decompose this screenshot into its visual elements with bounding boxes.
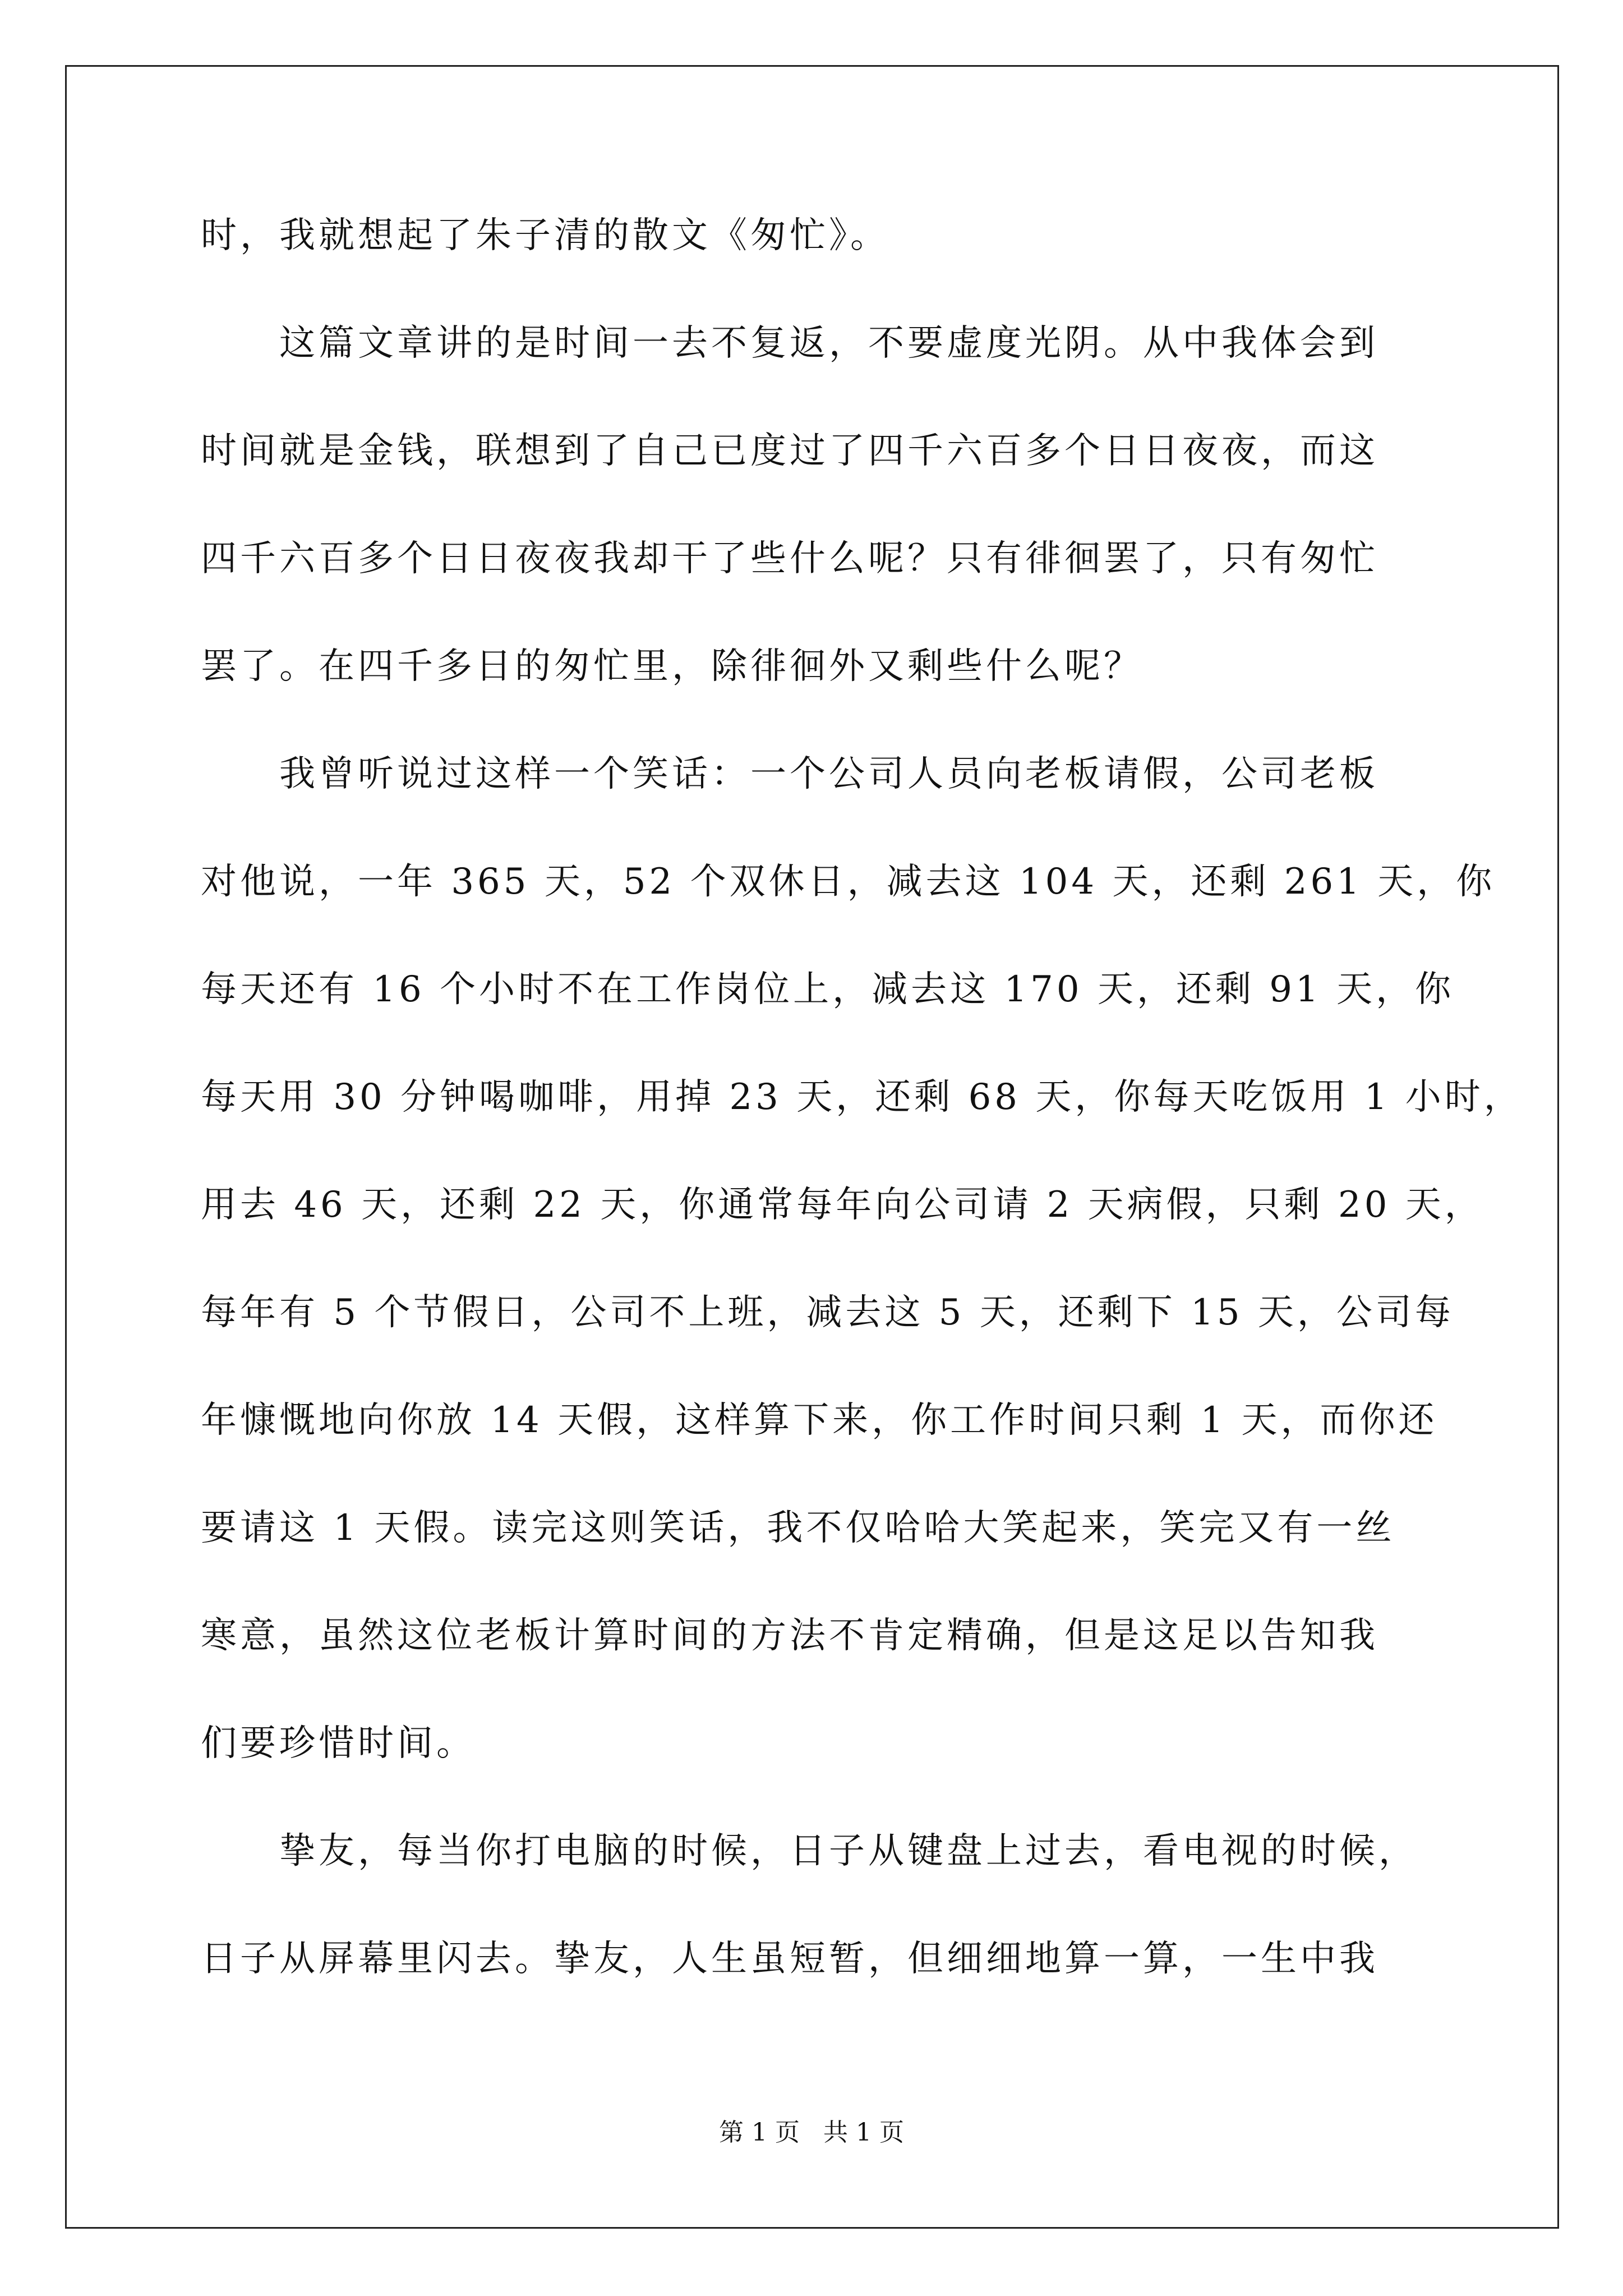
text-line: 四千六百多个日日夜夜我却干了些什么呢？只有徘徊罢了，只有匆忙: [201, 538, 1378, 579]
text-line: 罢了。在四千多日的匆忙里，除徘徊外又剩些什么呢？: [201, 646, 1143, 687]
text-line: 对他说，一年 365 天，52 个双休日，减去这 104 天，还剩 261 天，你: [201, 861, 1496, 903]
text-line: 寒意，虽然这位老板计算时间的方法不肯定精确，但是这足以告知我: [201, 1615, 1378, 1657]
text-line: 们要珍惜时间。: [201, 1723, 476, 1764]
text-line: 用去 46 天，还剩 22 天，你通常每年向公司请 2 天病假，只剩 20 天，: [201, 1184, 1484, 1226]
page-number-current: 第 1 页: [719, 2118, 800, 2147]
text-line: 每年有 5 个节假日，公司不上班，减去这 5 天，还剩下 15 天，公司每: [201, 1292, 1454, 1333]
text-line: 每天还有 16 个小时不在工作岗位上，减去这 170 天，还剩 91 天，你: [201, 969, 1455, 1010]
page-footer: [0, 2120, 1623, 2145]
text-line: 要请这 1 天假。读完这则笑话，我不仅哈哈大笑起来，笑完又有一丝: [201, 1507, 1395, 1549]
text-line: 时间就是金钱，联想到了自己已度过了四千六百多个日日夜夜，而这: [201, 430, 1378, 472]
text-line: 年慷慨地向你放 14 天假，这样算下来，你工作时间只剩 1 天，而你还: [201, 1400, 1438, 1441]
text-line: 时，我就想起了朱子清的散文《匆忙》。: [201, 215, 889, 256]
text-line: 这篇文章讲的是时间一去不复返，不要虚度光阴。从中我体会到: [201, 323, 1378, 364]
text-line: 每天用 30 分钟喝咖啡，用掉 23 天，还剩 68 天，你每天吃饭用 1 小时，: [201, 1076, 1523, 1118]
text-line: 挚友，每当你打电脑的时候，日子从键盘上过去，看电视的时候，: [201, 1830, 1418, 1872]
page-number-total: 共 1 页: [823, 2118, 904, 2147]
text-line: 日子从屏幕里闪去。挚友，人生虽短暂，但细细地算一算，一生中我: [201, 1938, 1378, 1980]
document-body: [201, 215, 1523, 2049]
text-line: 我曾听说过这样一个笑话：一个公司人员向老板请假，公司老板: [201, 753, 1378, 795]
